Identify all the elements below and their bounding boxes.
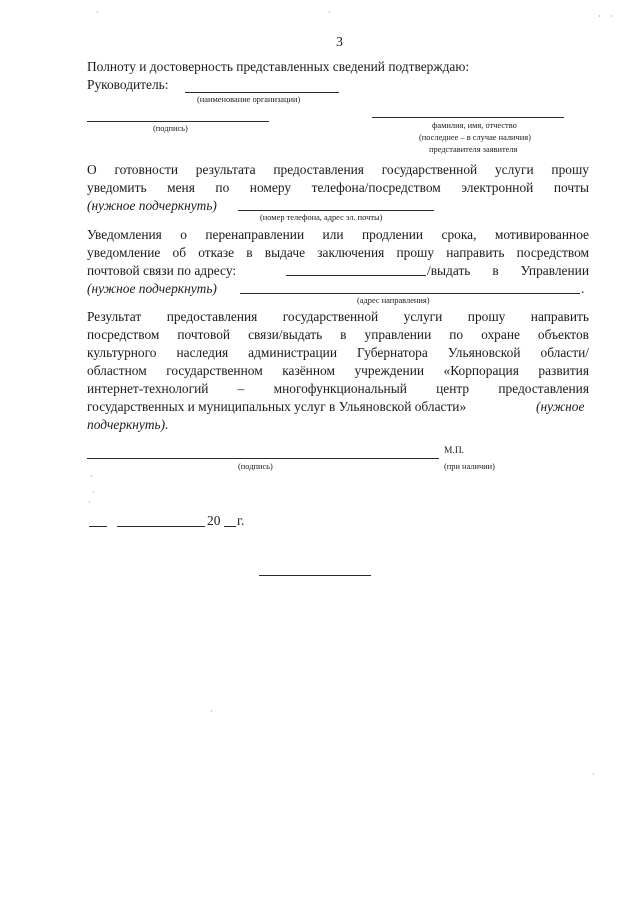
- hint-phone: (номер телефона, адрес эл. почты): [260, 213, 383, 222]
- result-line-3: культурного наследия администрации Губернатора Ульяновской области/: [87, 345, 589, 360]
- closing-line: [259, 575, 371, 576]
- result-line-5: интернет-технологий – многофункциональный центр предоставления: [87, 381, 589, 396]
- hint-fio-2: (последнее – в случае наличия): [419, 133, 531, 142]
- notify-line-1: О готовности результата предоставления государственной услуги прошу: [87, 162, 589, 177]
- phone-line: [238, 210, 434, 211]
- signature-line-2: [87, 458, 439, 459]
- hint-fio-1: фамилия, имя, отчество: [432, 121, 517, 130]
- redirect-address-line: [240, 293, 580, 294]
- notify-line-2: уведомить меня по номеру телефона/посредством электронной почты: [87, 180, 589, 195]
- address-line: [286, 275, 426, 276]
- result-line-4: областном государственном казённом учреждении «Корпорация развития: [87, 363, 589, 378]
- fio-line: [372, 117, 564, 118]
- hint-signature-2: (подпись): [238, 462, 273, 471]
- result-line-7: подчеркнуть).: [87, 417, 169, 432]
- result-line-1: Результат предоставления государственной услуги прошу направить: [87, 309, 589, 324]
- result-line-6a: государственных и муниципальных услуг в Ульяновской области»: [87, 399, 467, 414]
- hint-if-any: (при наличии): [444, 462, 495, 471]
- hint-fio-3: представителя заявителя: [429, 145, 518, 154]
- result-line-2: посредством почтовой связи/выдать в управлении по охране объектов: [87, 327, 589, 342]
- redirect-line-3a: почтовой связи по адресу:: [87, 263, 237, 278]
- hint-org: (наименование организации): [197, 95, 301, 104]
- redirect-line-3b: /выдать в Управлении: [427, 263, 589, 278]
- redirect-line-1: Уведомления о перенаправлении или продлении срока, мотивированное: [87, 227, 589, 242]
- org-name-line: [185, 92, 339, 93]
- notify-line-3: (нужное подчеркнуть): [87, 198, 217, 213]
- date-year-prefix: 20: [207, 513, 221, 528]
- date-day-line: [89, 526, 107, 527]
- stamp-label: М.П.: [444, 446, 465, 456]
- date-month-line: [117, 526, 205, 527]
- redirect-line-4-end: .: [581, 281, 585, 296]
- hint-address: (адрес направления): [357, 296, 430, 305]
- signature-line: [87, 121, 269, 122]
- page-number: 3: [336, 35, 343, 50]
- result-line-6b: (нужное: [536, 399, 585, 414]
- hint-signature: (подпись): [153, 124, 188, 133]
- redirect-line-4: (нужное подчеркнуть): [87, 281, 217, 296]
- redirect-line-2: уведомление об отказе в выдаче заключения прошу направить посредством: [87, 245, 589, 260]
- date-year-line: [224, 526, 236, 527]
- confirm-line: Полноту и достоверность представленных сведений подтверждаю:: [87, 59, 470, 74]
- document-page: 3 Полноту и достоверность представленных сведений подтверждаю: Руководитель: (наименование организации) (подпись) фамилия, имя, отчество (последнее – в случае наличия) представителя заявителя О готовности результата предоставления государственной услуги прошу уведомить меня по номеру телефона/посредством электронной почты (нужное подчеркнуть) (номер телефона, адрес эл. почты) Уведомления о перенаправлении или продлении срока, мотивированное уведомление об отказе в выдаче заключения прошу направить посредством почтовой связи по адресу: /выдать в Управлении (нужное подчеркнуть) . (адрес направления) Результат предоставления государственной услуги прошу направить посредством почтовой связи/выдать в управлении по охране объектов культурного наследия администрации Губернатора Ульяновской области/ областном государственном казённом учреждении «Корпорация развития интернет-технологий – многофункциональный центр предоставления государственных и муниципальных услуг в Ульяновской области» (нужное подчеркнуть). М.П. (подпись) (при наличии) · · · 20 г. · · · · · ·: [87, 8, 613, 779]
- head-label: Руководитель:: [87, 77, 169, 92]
- date-suffix: г.: [237, 513, 245, 528]
